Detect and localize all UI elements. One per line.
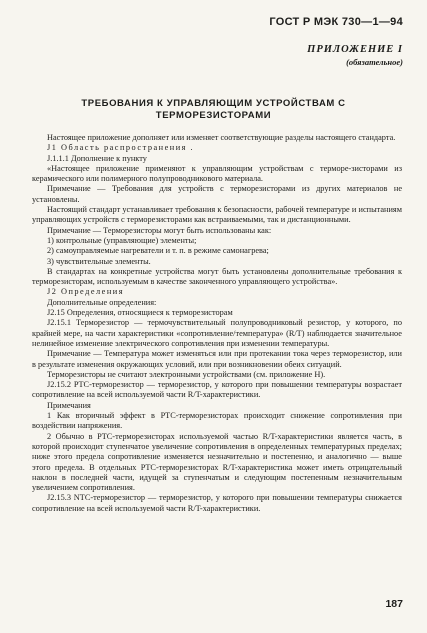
body-text <box>32 133 402 514</box>
paragraph: J2.15 Определения, относящиеся к терморезисторам <box>47 308 233 318</box>
paragraph: Дополнительные определения: <box>47 297 157 307</box>
appendix-status: (обязательное) <box>346 57 403 67</box>
note: 1 Как вторичный эффект в PTC-терморезисторах происходит снижение сопротивления при воздействии напряжения. <box>32 411 402 431</box>
definition: J2.15.2 PTC-терморезистор — терморезистор, у которого при повышении температуры возрастает сопротивление на всей используемой части R/T-характеристики. <box>32 380 402 400</box>
note: Примечание — Требования для устройств с терморезисторами из других материалов не установлены. <box>32 184 402 204</box>
paragraph: Настоящее приложение дополняет или изменяет соответствующие разделы настоящего стандарта. <box>47 133 396 142</box>
paragraph: Терморезисторы не считают электронными устройствами (см. приложение Н). <box>47 369 326 379</box>
standard-header: ГОСТ Р МЭК 730—1—94 <box>269 16 403 28</box>
section-title-line-2: ТЕРМОРЕЗИСТОРАМИ <box>155 110 272 121</box>
list-item: 3) чувствительные элементы. <box>47 256 151 266</box>
clause-heading: J2 Определения <box>47 287 125 297</box>
page-number: 187 <box>385 598 403 610</box>
list-item: 1) контрольные (управляющие) элементы; <box>47 235 197 245</box>
clause-heading: J1 Область распространения . <box>47 143 195 153</box>
definition: J2.15.3 NTC-терморезистор — терморезистор, у которого при повышении температуры снижается сопротивление на всей используемой части R/T-характеристики. <box>32 493 402 513</box>
note: Примечание — Температура может изменяться или при протекании тока через терморезистор, или в результате изменения окружающих условий, или при возникновении обеих ситуаций. <box>32 349 402 369</box>
paragraph: Настоящий стандарт устанавливает требования к безопасности, рабочей температуре и испытаниям управляющих устройств с терморезисторами как встраиваемыми, так и дистанционными. <box>32 205 402 225</box>
list-item: 2) самоуправляемые нагреватели и т. п. в режиме самонагрева; <box>47 246 269 256</box>
note: 2 Обычно в PTC-терморезисторах используемой частью R/T-характеристики является часть, в которой происходит ступенчатое увеличение сопротивления в определенных температурных пределах; ниже этого предела сопротивление изменяется незначительно и постепенно, и аналогично — выше этого предела. В отдельных PTC-терморезисторах R/T-характеристика может иметь отрицательный наклон в последней части, идущей за ступенчатым и следующим постепенным незначительным увеличением сопротивления. <box>32 431 402 493</box>
paragraph: В стандартах на конкретные устройства могут быть установлены дополнительные требования к терморезисторам, используемым в качестве законченного управляющего устройства». <box>32 266 402 287</box>
appendix-label: ПРИЛОЖЕНИЕ I <box>307 44 403 55</box>
section-title <box>0 98 427 122</box>
appendix-heading <box>307 44 403 67</box>
section-title-line-1: ТРЕБОВАНИЯ К УПРАВЛЯЮЩИМ УСТРОЙСТВАМ С <box>81 98 346 109</box>
notes-heading: Примечания <box>47 400 91 410</box>
paragraph: J.1.1.1 Дополнение к пункту <box>47 153 147 163</box>
definition: J2.15.1 Терморезистор — термочувствительный полупроводниковый резистор, у которого, по крайней мере, на части характеристики «сопротивление/температура» (R/T) наблюдается значительное нелинейное изменение электрического сопротивления при изменении температуры. <box>32 318 402 348</box>
paragraph: «Настоящее приложение применяют к управляющим устройствам с терморе-зисторами из керамического или полимерного полупроводникового материала. <box>32 163 402 184</box>
note: Примечание — Терморезисторы могут быть использованы как: <box>47 225 272 235</box>
